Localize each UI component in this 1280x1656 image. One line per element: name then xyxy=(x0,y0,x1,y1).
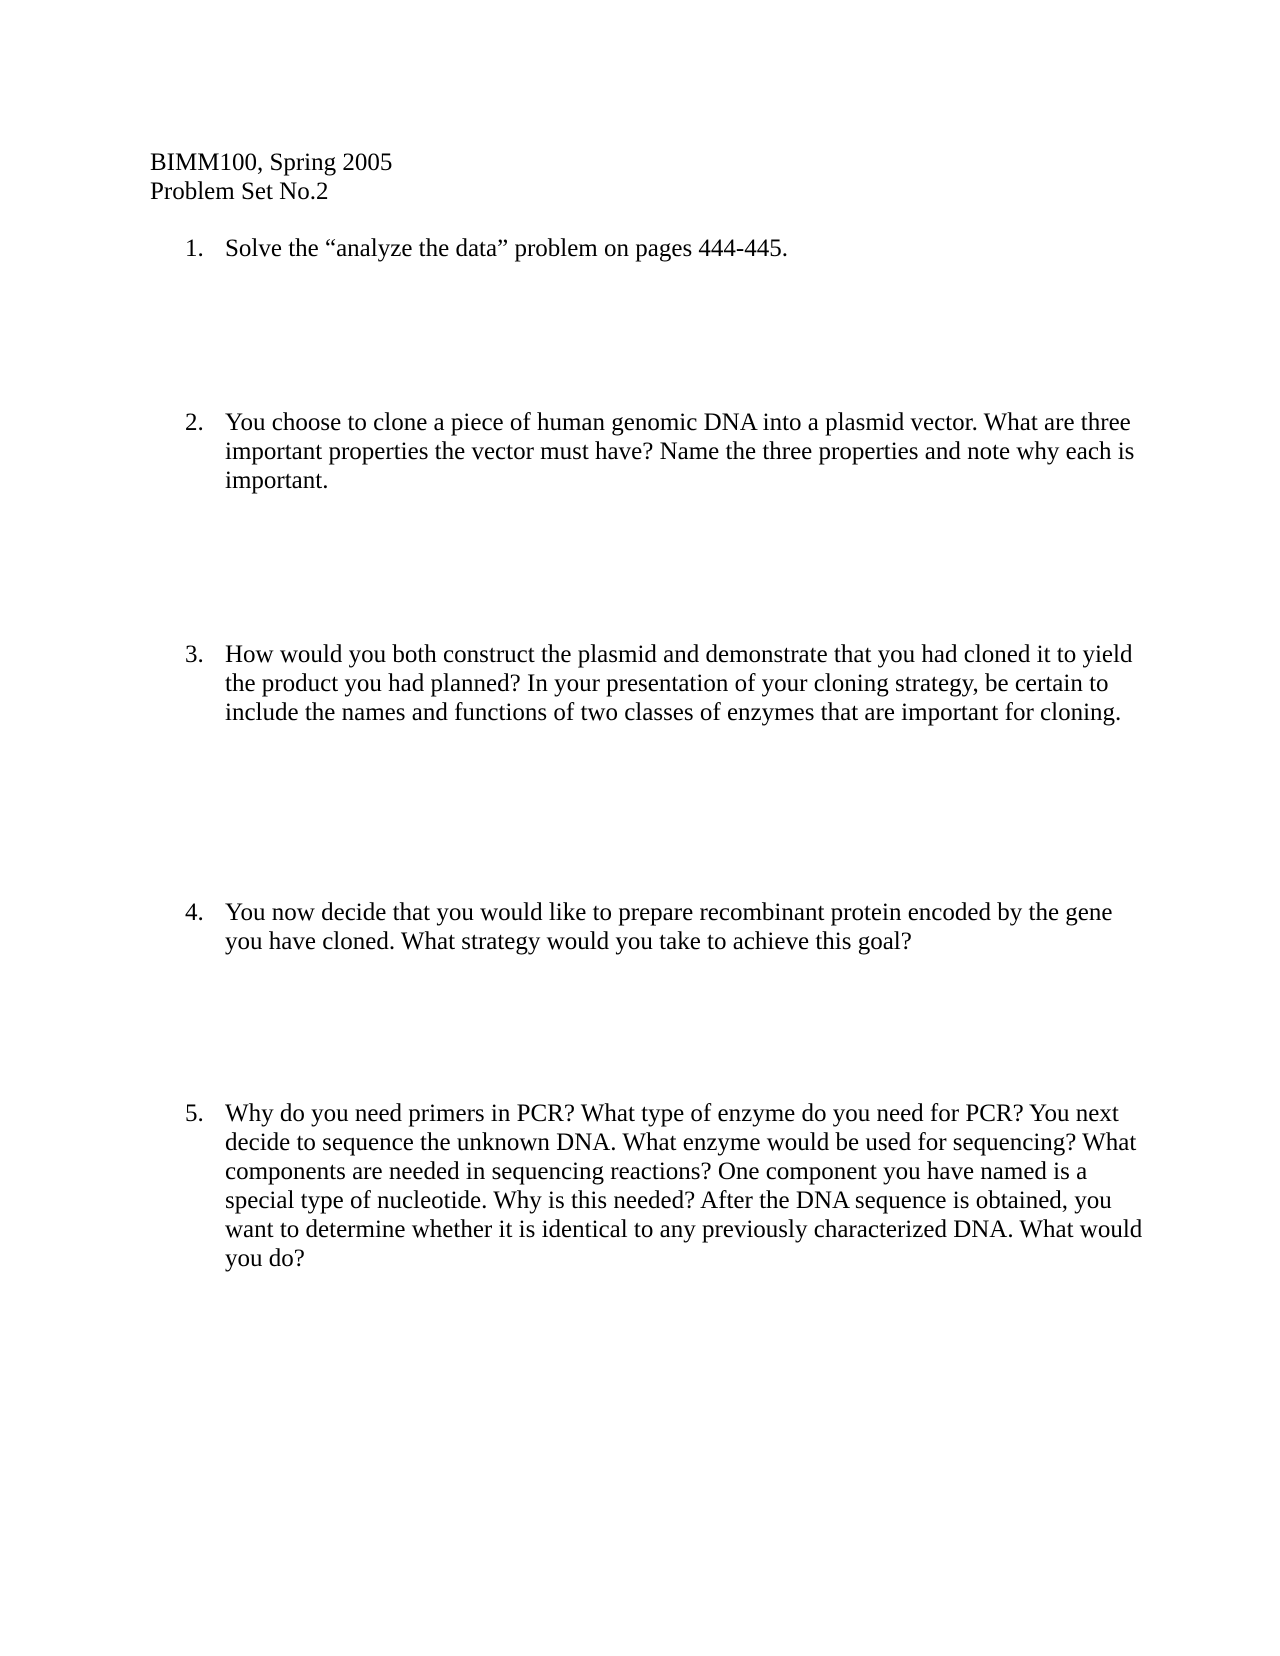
course-line: BIMM100, Spring 2005 xyxy=(150,149,393,176)
question-number: 1. xyxy=(185,235,204,262)
question-3 xyxy=(185,640,1145,727)
question-text: How would you both construct the plasmid and demonstrate that you had cloned it to yield the product you had planned? In your presentation of your cloning strategy, be certain to include the names and functions of two classes of enzymes that are important for cloning. xyxy=(225,641,1133,726)
question-text: You choose to clone a piece of human genomic DNA into a plasmid vector. What are three important properties the vector must have? Name the three properties and note why each is important. xyxy=(225,409,1135,494)
question-number: 4. xyxy=(185,899,204,926)
question-2 xyxy=(185,408,1145,495)
question-number: 3. xyxy=(185,641,204,668)
question-text: Solve the “analyze the data” problem on pages 444-445. xyxy=(225,235,789,262)
question-1 xyxy=(185,234,1145,263)
question-5 xyxy=(185,1099,1145,1273)
question-text: Why do you need primers in PCR? What type of enzyme do you need for PCR? You next decide to sequence the unknown DNA. What enzyme would be used for sequencing? What components are needed in sequencing reactions? One component you have named is a special type of nucleotide. Why is this needed? After the DNA sequence is obtained, you want to determine whether it is identical to any previously characterized DNA. What would you do? xyxy=(225,1100,1143,1272)
problem-set-title: Problem Set No.2 xyxy=(150,178,329,205)
question-4 xyxy=(185,898,1145,956)
question-number: 5. xyxy=(185,1100,204,1127)
question-number: 2. xyxy=(185,409,204,436)
question-text: You now decide that you would like to prepare recombinant protein encoded by the gene you have cloned. What strategy would you take to achieve this goal? xyxy=(225,899,1113,955)
document-header xyxy=(150,148,392,206)
